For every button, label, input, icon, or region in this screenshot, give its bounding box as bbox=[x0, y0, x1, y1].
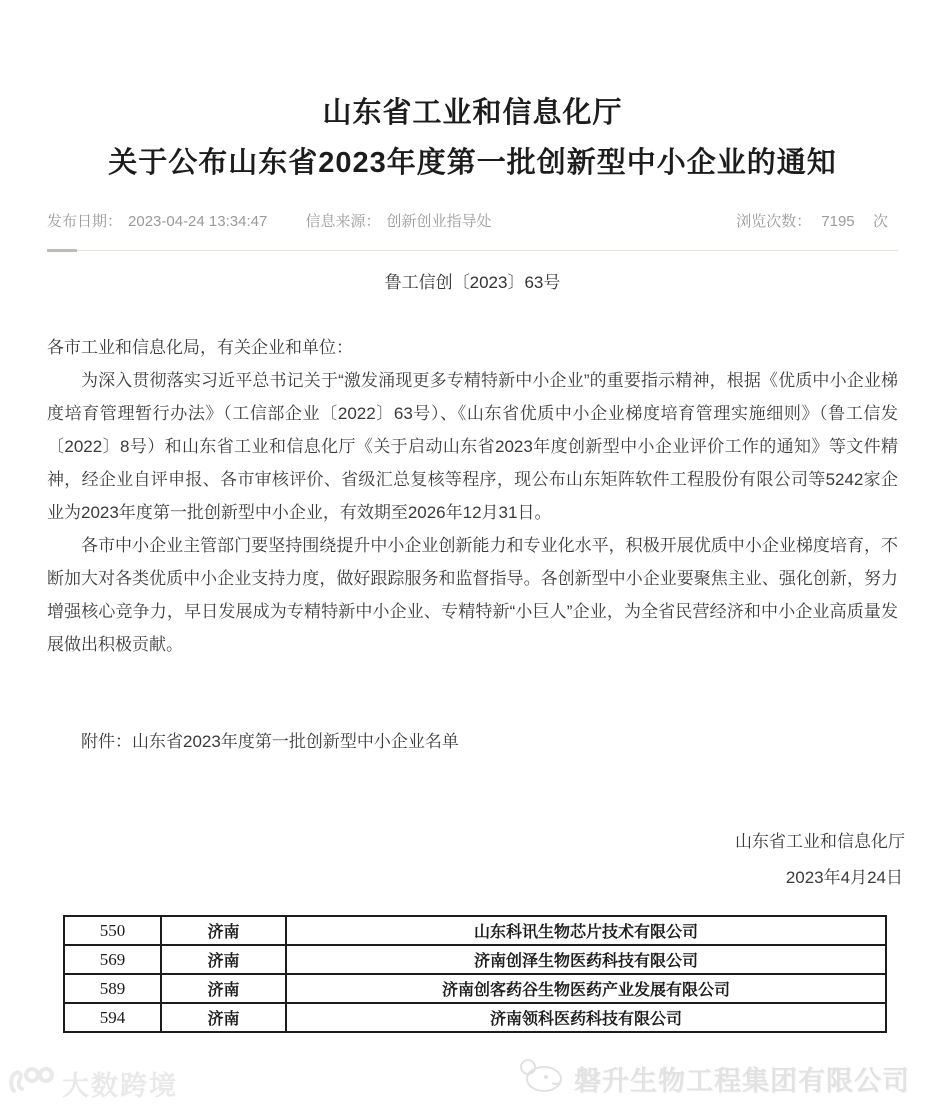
signature-date: 2023年4月24日 bbox=[785, 868, 903, 887]
info-source bbox=[305, 213, 497, 230]
view-count-unit: 次 bbox=[872, 213, 888, 230]
title-line-1: 山东省工业和信息化厅 bbox=[322, 97, 623, 129]
table-row bbox=[64, 916, 886, 945]
company-table bbox=[63, 915, 887, 1033]
page-title bbox=[0, 88, 945, 188]
table-cell-company: 济南创客药谷生物医药产业发展有限公司 bbox=[286, 974, 886, 1003]
publish-date bbox=[47, 213, 273, 230]
header-divider bbox=[47, 249, 898, 252]
publish-date-value: 2023-04-24 13:34:47 bbox=[128, 213, 268, 230]
table-cell-city: 济南 bbox=[161, 945, 286, 974]
table-row bbox=[64, 1003, 886, 1032]
salutation: 各市工业和信息化局，有关企业和单位： bbox=[47, 338, 353, 357]
view-count-label: 浏览次数： bbox=[736, 213, 812, 230]
document-header bbox=[0, 0, 945, 188]
publish-date-label: 发布日期： bbox=[47, 213, 123, 230]
table-cell-no: 569 bbox=[64, 945, 161, 974]
document-body bbox=[0, 331, 945, 661]
view-count-value: 7195 bbox=[821, 213, 855, 230]
body-paragraph-2: 各市中小企业主管部门要坚持围绕提升中小企业创新能力和专业化水平，积极开展优质中小企业梯度培育，不断加大对各类优质中小企业支持力度，做好跟踪服务和监督指导。各创新型中小企业要聚焦主业、强化创新，努力增强核心竞争力，早日发展成为专精特新中小企业、专精特新“小巨人”企业，为全省民营经济和中小企业高质量发展做出积极贡献。 bbox=[47, 536, 898, 654]
watermark-text: 大数跨境 bbox=[62, 1071, 178, 1101]
signature-org: 山东省工业和信息化厅 bbox=[735, 832, 905, 851]
info-source-label: 信息来源： bbox=[305, 213, 381, 230]
divider-line bbox=[47, 250, 898, 251]
table-cell-city: 济南 bbox=[161, 916, 286, 945]
meta-row bbox=[0, 210, 945, 231]
document-number: 鲁工信创〔2023〕63号 bbox=[384, 273, 561, 292]
table-row bbox=[64, 945, 886, 974]
meta-left bbox=[47, 210, 526, 231]
table-cell-company: 济南领科医药科技有限公司 bbox=[286, 1003, 886, 1032]
table-cell-city: 济南 bbox=[161, 1003, 286, 1032]
table-cell-city: 济南 bbox=[161, 974, 286, 1003]
table-cell-no: 589 bbox=[64, 974, 161, 1003]
info-source-value: 创新创业指导处 bbox=[386, 213, 492, 230]
view-count bbox=[736, 210, 898, 231]
body-paragraph-1: 为深入贯彻落实习近平总书记关于“激发涌现更多专精特新中小企业”的重要指示精神，根据《优质中小企业梯度培育管理暂行办法》（工信部企业〔2022〕63号）、《山东省优质中小企业梯度培育管理实施细则》（鲁工信发〔2022〕8号）和山东省工业和信息化厅《关于启动山东省2023年度创新型中小企业评价工作的通知》等文件精神，经企业自评申报、各市审核评价、省级汇总复核等程序，现公布山东矩阵软件工程股份有限公司等5242家企业为2023年度第一批创新型中小企业，有效期至2026年12月31日。 bbox=[47, 371, 898, 522]
table-cell-company: 山东科讯生物芯片技术有限公司 bbox=[286, 916, 886, 945]
watermark bbox=[8, 1063, 178, 1104]
footer-brand bbox=[516, 1057, 910, 1100]
table-row bbox=[64, 974, 886, 1003]
signature-block bbox=[0, 824, 945, 896]
panshen-logo-icon bbox=[516, 1057, 574, 1100]
title-line-2: 关于公布山东省2023年度第一批创新型中小企业的通知 bbox=[108, 147, 837, 179]
dashu-watermark-icon bbox=[8, 1063, 62, 1104]
table-cell-no: 550 bbox=[64, 916, 161, 945]
divider-accent bbox=[47, 249, 77, 252]
table-cell-no: 594 bbox=[64, 1003, 161, 1032]
table-cell-company: 济南创泽生物医药科技有限公司 bbox=[286, 945, 886, 974]
attachment-line: 附件：山东省2023年度第一批创新型中小企业名单 bbox=[81, 732, 459, 751]
footer-brand-text: 磐升生物工程集团有限公司 bbox=[574, 1066, 910, 1096]
